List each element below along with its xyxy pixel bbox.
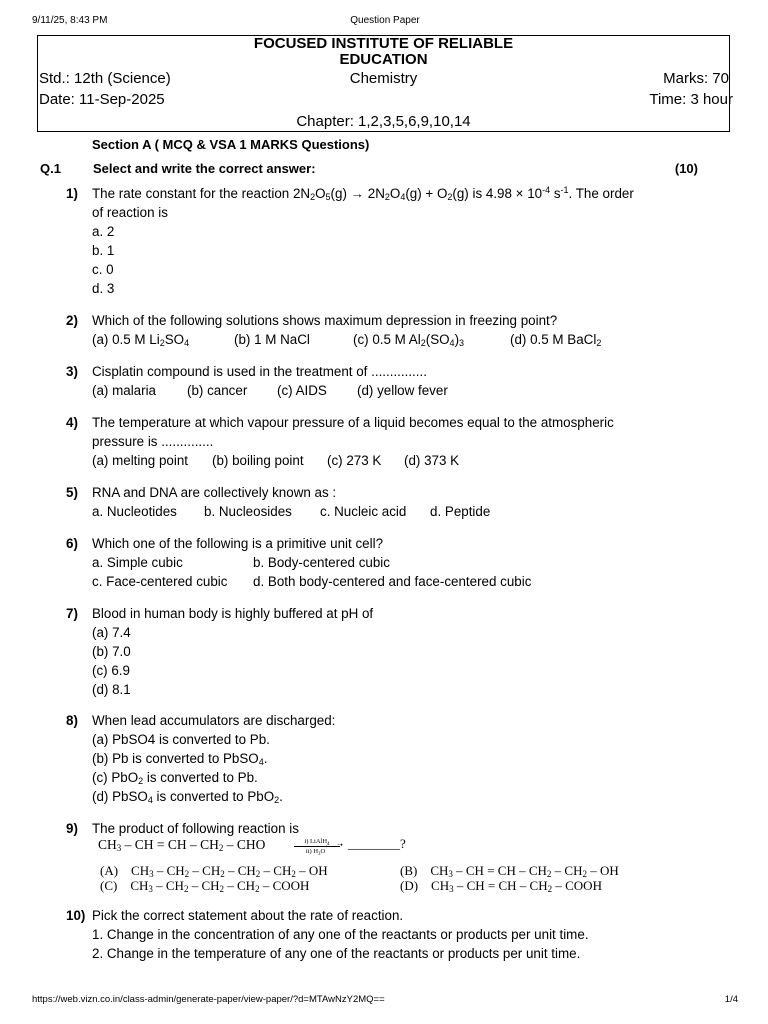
option: (c) 6.9 bbox=[92, 663, 130, 678]
option: (a) PbSO4 is converted to Pb. bbox=[92, 732, 270, 747]
question-6: 6) Which one of the following is a primitive unit cell? a. Simple cubic b. Body-centered cubic c. Face-centered cubic d. Both body-centered and face-centered cubic bbox=[66, 534, 671, 591]
question-9-text: The product of following reaction is bbox=[92, 821, 299, 836]
question-2: 2) Which of the following solutions shows maximum depression in freezing point? (a) 0.5 M $Li_2SO_4$ (b) 1 M NaCl (c) 0.5 M $Al_2(SO_4)_3$ (d) 0.5 M BaCl$_2$ bbox=[66, 311, 671, 349]
option: (b) 7.0 bbox=[92, 644, 131, 659]
option: (a) malaria bbox=[92, 383, 156, 398]
question-4-text: The temperature at which vapour pressure of a liquid becomes equal to the atmospheric bbox=[92, 415, 614, 430]
question-10-text: Pick the correct statement about the rate of reaction. bbox=[92, 908, 404, 923]
option: b. 1 bbox=[92, 243, 115, 258]
question-8: 8) When lead accumulators are discharged: (a) PbSO4 is converted to Pb. (b) Pb is converted to PbSO$_4$. (c) PbO$_2$ is converted to Pb. (d) PbSO$_4$ is converted to PbO$_2$. bbox=[66, 711, 671, 806]
question-3-text: Cisplatin compound is used in the treatment of ............... bbox=[92, 364, 427, 379]
option: a. Simple cubic bbox=[92, 555, 183, 570]
options-row bbox=[92, 330, 671, 349]
option: (B) $CH_3$ – CH = CH – $CH_2 - CH_2$ – OH bbox=[400, 863, 619, 879]
chapter-label: Chapter: 1,2,3,5,6,9,10,14 bbox=[296, 113, 471, 130]
option: b. Nucleosides bbox=[204, 504, 292, 519]
option: (d) PbSO$_4$ is converted to PbO$_2$. bbox=[92, 789, 283, 805]
question-5-text: RNA and DNA are collectively known as : bbox=[92, 485, 337, 500]
question-1: 1) The rate constant for the reaction $2N_2O_5(g) \to 2N_2O_4(g) + O_2(g)$ is $4.98 \times 10^{-4}$ $s^{-1}$. The order of reaction is a. 2 b. 1 c. 0 d. 3 bbox=[66, 184, 671, 298]
option: (d) 0.5 M BaCl$_2$ bbox=[510, 332, 602, 348]
option: c. Face-centered cubic bbox=[92, 574, 228, 589]
option: (d) 373 K bbox=[404, 453, 460, 468]
reactant-formula: $CH_3$ – CH = CH – $CH_2$ – CHO bbox=[98, 837, 266, 853]
option: (C) $CH_3 - CH_2 - CH_2 - CH_2$ – COOH bbox=[100, 878, 310, 894]
question-5: 5) RNA and DNA are collectively known as : a. Nucleotides b. Nucleosides c. Nucleic acid d. Peptide bbox=[66, 483, 671, 521]
time-label: Time: 3 hour bbox=[649, 91, 733, 108]
page-url: https://web.vizn.co.in/class-admin/generate-paper/view-paper/?d=MTAwNzY2MQ== bbox=[32, 994, 385, 1005]
print-footer bbox=[32, 994, 738, 1005]
option: (d) yellow fever bbox=[357, 383, 448, 398]
option: (d) 8.1 bbox=[92, 682, 131, 697]
question-9: 9) The product of following reaction is bbox=[66, 819, 671, 838]
option: (c) AIDS bbox=[277, 383, 327, 398]
reagent-arrow: i) LiAlH$_4$ ➝ ii) $H_3O^+$ bbox=[294, 838, 340, 855]
question-3: 3) Cisplatin compound is used in the treatment of ............... (a) malaria (b) cancer (c) AIDS (d) yellow fever bbox=[66, 362, 671, 400]
option: a. Nucleotides bbox=[92, 504, 177, 519]
marks-label: Marks: 70 bbox=[663, 70, 729, 87]
section-title: Section A ( MCQ & VSA 1 MARKS Questions) bbox=[92, 137, 370, 152]
option: (b) Pb is converted to PbSO$_4$. bbox=[92, 751, 268, 767]
option: (c) PbO$_2$ is converted to Pb. bbox=[92, 770, 258, 786]
option: a. 2 bbox=[92, 224, 115, 239]
date-label: Date: 11-Sep-2025 bbox=[39, 91, 165, 108]
question-instruction: Select and write the correct answer: bbox=[93, 161, 316, 176]
option: (a) melting point bbox=[92, 453, 189, 468]
option: c. Nucleic acid bbox=[320, 504, 407, 519]
option: d. 3 bbox=[92, 281, 115, 296]
question-4: 4) The temperature at which vapour pressure of a liquid becomes equal to the atmospheric pressure is .............. (a) melting point (b) boiling point (c) 273 K (d) 373 K bbox=[66, 413, 671, 470]
print-datetime: 9/11/25, 8:43 PM bbox=[32, 15, 108, 26]
answer-blank: ________? bbox=[348, 836, 406, 851]
standard-label: Std.: 12th (Science) bbox=[39, 70, 171, 87]
question-6-text: Which one of the following is a primitive unit cell? bbox=[92, 536, 384, 551]
question-10: 10) Pick the correct statement about the rate of reaction. 1. Change in the concentration of any one of the reactants or products per unit time. 2. Change in the temperature of any one of the reactants or products per unit time. bbox=[66, 906, 671, 963]
option: b. Body-centered cubic bbox=[253, 555, 390, 570]
option: (c) 0.5 M $Al_2(SO_4)_3$ bbox=[353, 332, 465, 348]
reaction-scheme bbox=[98, 836, 658, 896]
option: d. Both body-centered and face-centered cubic bbox=[253, 574, 532, 589]
question-8-text: When lead accumulators are discharged: bbox=[92, 713, 336, 728]
option: (b) 1 M NaCl bbox=[234, 332, 310, 347]
option: (a) 0.5 M $Li_2SO_4$ bbox=[92, 332, 190, 348]
question-2-text: Which of the following solutions shows maximum depression in freezing point? bbox=[92, 313, 558, 328]
question-1-text: The rate constant for the reaction $2N_2O_5(g) \to 2N_2O_4(g) + O_2(g)$ is $4.98 \times 10^{-4}$ $s^{-1}$. The order bbox=[92, 185, 634, 202]
print-header bbox=[32, 15, 738, 29]
question-7: 7) Blood in human body is highly buffered at pH of (a) 7.4 (b) 7.0 (c) 6.9 (d) 8.1 bbox=[66, 604, 671, 699]
option: 1. Change in the concentration of any one of the reactants or products per unit time. bbox=[92, 927, 589, 942]
option: (D) $CH_3$ – CH = CH – $CH_2$ – COOH bbox=[400, 878, 602, 894]
subject-label: Chemistry bbox=[349, 70, 418, 87]
question-number: Q.1 bbox=[40, 161, 61, 176]
question-7-text: Blood in human body is highly buffered at pH of bbox=[92, 606, 374, 621]
option: (c) 273 K bbox=[327, 453, 382, 468]
paper-header bbox=[37, 35, 733, 132]
option: (b) cancer bbox=[187, 383, 248, 398]
option: (b) boiling point bbox=[212, 453, 304, 468]
print-page-title: Question Paper bbox=[350, 15, 420, 26]
option: 2. Change in the temperature of any one of the reactants or products per unit time. bbox=[92, 946, 581, 961]
question-marks: (10) bbox=[674, 161, 698, 176]
institute-name: FOCUSED INSTITUTE OF RELIABLE EDUCATION bbox=[253, 35, 514, 68]
option: (A) $CH_3 - CH_2 - CH_2 - CH_2 - CH_2$ – OH bbox=[100, 863, 328, 879]
option: (a) 7.4 bbox=[92, 625, 131, 640]
option: d. Peptide bbox=[430, 504, 491, 519]
option: c. 0 bbox=[92, 262, 114, 277]
page-count: 1/4 bbox=[724, 994, 738, 1005]
